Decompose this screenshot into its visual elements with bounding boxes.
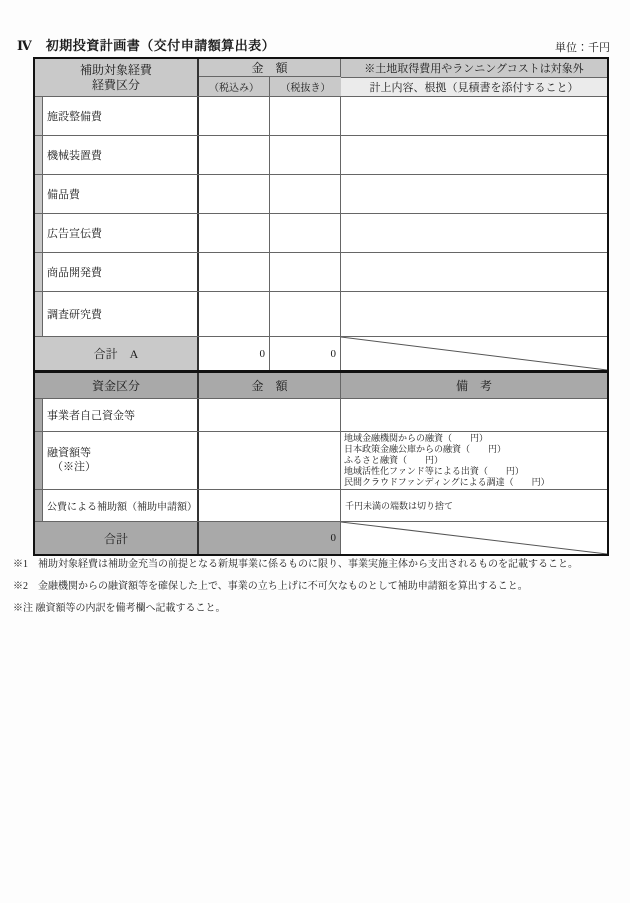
row-gutter: [35, 292, 43, 336]
footnote-note: ※注 融資額等の内訳を備考欄へ記載すること。: [13, 603, 226, 614]
row-gutter: [35, 253, 43, 291]
expense-header-amount-group: [199, 59, 341, 96]
expense-row: [35, 214, 607, 253]
funding-header-remarks: 備 考: [341, 373, 607, 398]
expense-header-tax-included: （税込み）: [199, 77, 270, 96]
loan-remark-line: 民間クラウドファンディングによる調達（ 円）: [344, 477, 550, 487]
funding-total-row: [35, 522, 607, 554]
expense-header-category-line1: 補助対象経費: [79, 62, 152, 77]
expense-row: [35, 292, 607, 337]
expense-header-amount: 金 額: [199, 59, 340, 77]
funding-total-amount: 0: [199, 522, 341, 554]
expense-header-category-line2: 経費区分: [91, 77, 140, 92]
row-gutter: [35, 97, 43, 135]
expense-header-remarks-group: [341, 59, 607, 96]
expense-row-label: 商品開発費: [43, 253, 199, 291]
funding-remarks-cell: [341, 399, 607, 431]
amount-tax-excluded-cell: [270, 214, 341, 252]
funding-row-label-line1: 融資額等: [47, 446, 91, 459]
diagonal-line: [341, 337, 607, 370]
expense-remarks-cell: [341, 292, 607, 336]
expense-row-label: 広告宣伝費: [43, 214, 199, 252]
expense-row-label: 調査研究費: [43, 292, 199, 336]
expense-header-category: [35, 59, 199, 96]
amount-tax-excluded-cell: [270, 175, 341, 213]
footnote-2: ※2 金融機関からの融資額等を確保した上で、事業の立ち上げに不可欠なものとして補助申請額を算出すること。: [13, 581, 528, 592]
funding-row: [35, 399, 607, 432]
unit-note: 単位：千円: [555, 42, 610, 54]
amount-tax-included-cell: [199, 292, 270, 336]
row-gutter: [35, 399, 43, 431]
expense-row-label: 機械装置費: [43, 136, 199, 174]
expense-remarks-cell: [341, 97, 607, 135]
funding-total-label: 合計: [35, 522, 199, 554]
row-gutter: [35, 490, 43, 521]
funding-table-header: [35, 373, 607, 399]
loan-remark-line: ふるさと融資（ 円）: [344, 455, 444, 465]
expense-header-remarks-label: 計上内容、根拠（見積書を添付すること）: [341, 78, 607, 96]
document-title: Ⅳ 初期投資計画書（交付申請額算出表）: [17, 38, 276, 53]
funding-row-label-line2: （※注）: [52, 460, 96, 473]
funding-header-category: 資金区分: [35, 373, 199, 398]
amount-tax-included-cell: [199, 253, 270, 291]
loan-remark-line: 地域金融機関からの融資（ 円）: [344, 433, 489, 443]
amount-tax-included-cell: [199, 175, 270, 213]
funding-row: [35, 432, 607, 490]
amount-tax-included-cell: [199, 214, 270, 252]
diagonal-line: [341, 522, 607, 554]
row-gutter: [35, 136, 43, 174]
expense-remarks-cell: [341, 136, 607, 174]
expense-table-header: [35, 59, 607, 97]
funding-row-label: 公費による補助額（補助申請額）: [43, 490, 199, 521]
footnotes: [13, 560, 617, 626]
expense-header-remarks-note: ※土地取得費用やランニングコストは対象外: [341, 59, 607, 78]
amount-tax-excluded-cell: [270, 292, 341, 336]
expense-row: [35, 136, 607, 175]
funding-row-label: 事業者自己資金等: [43, 399, 199, 431]
amount-tax-included-cell: [199, 97, 270, 135]
funding-amount-cell: [199, 432, 341, 489]
funding-row-label: [43, 432, 199, 489]
expense-remarks-cell: [341, 214, 607, 252]
crossed-out-cell: [341, 522, 607, 554]
funding-remarks-cell: 千円未満の端数は切り捨て: [345, 501, 454, 511]
expense-row-label: 施設整備費: [43, 97, 199, 135]
funding-row: [35, 490, 607, 522]
loan-remark-line: 地域活性化ファンド等による出資（ 円）: [344, 466, 524, 476]
row-gutter: [35, 432, 43, 489]
footnote-1: ※1 補助対象経費は補助金充当の前提となる新規事業に係るものに限り、事業実施主体から支出されるものを記載すること。: [13, 559, 578, 570]
expense-header-tax-excluded: （税抜き）: [270, 77, 341, 96]
funding-remarks-cell: [341, 432, 607, 489]
loan-remark-line: 日本政策金融公庫からの融資（ 円）: [344, 444, 507, 454]
amount-tax-excluded-cell: [270, 136, 341, 174]
crossed-out-cell: [341, 337, 607, 370]
expense-row-label: 備品費: [43, 175, 199, 213]
investment-plan-table: [33, 57, 609, 556]
expense-row: [35, 97, 607, 136]
amount-tax-included-cell: [199, 136, 270, 174]
funding-header-amount: 金 額: [199, 373, 341, 398]
funding-amount-cell: [199, 399, 341, 431]
funding-amount-cell: [199, 490, 341, 521]
expense-total-row: [35, 337, 607, 370]
row-gutter: [35, 175, 43, 213]
amount-tax-excluded-cell: [270, 97, 341, 135]
row-gutter: [35, 214, 43, 252]
expense-row: [35, 175, 607, 214]
expense-total-tax-included: 0: [199, 337, 270, 370]
amount-tax-excluded-cell: [270, 253, 341, 291]
expense-remarks-cell: [341, 175, 607, 213]
expense-row: [35, 253, 607, 292]
expense-total-label: 合計 A: [35, 337, 199, 370]
expense-total-tax-excluded: 0: [270, 337, 341, 370]
expense-remarks-cell: [341, 253, 607, 291]
